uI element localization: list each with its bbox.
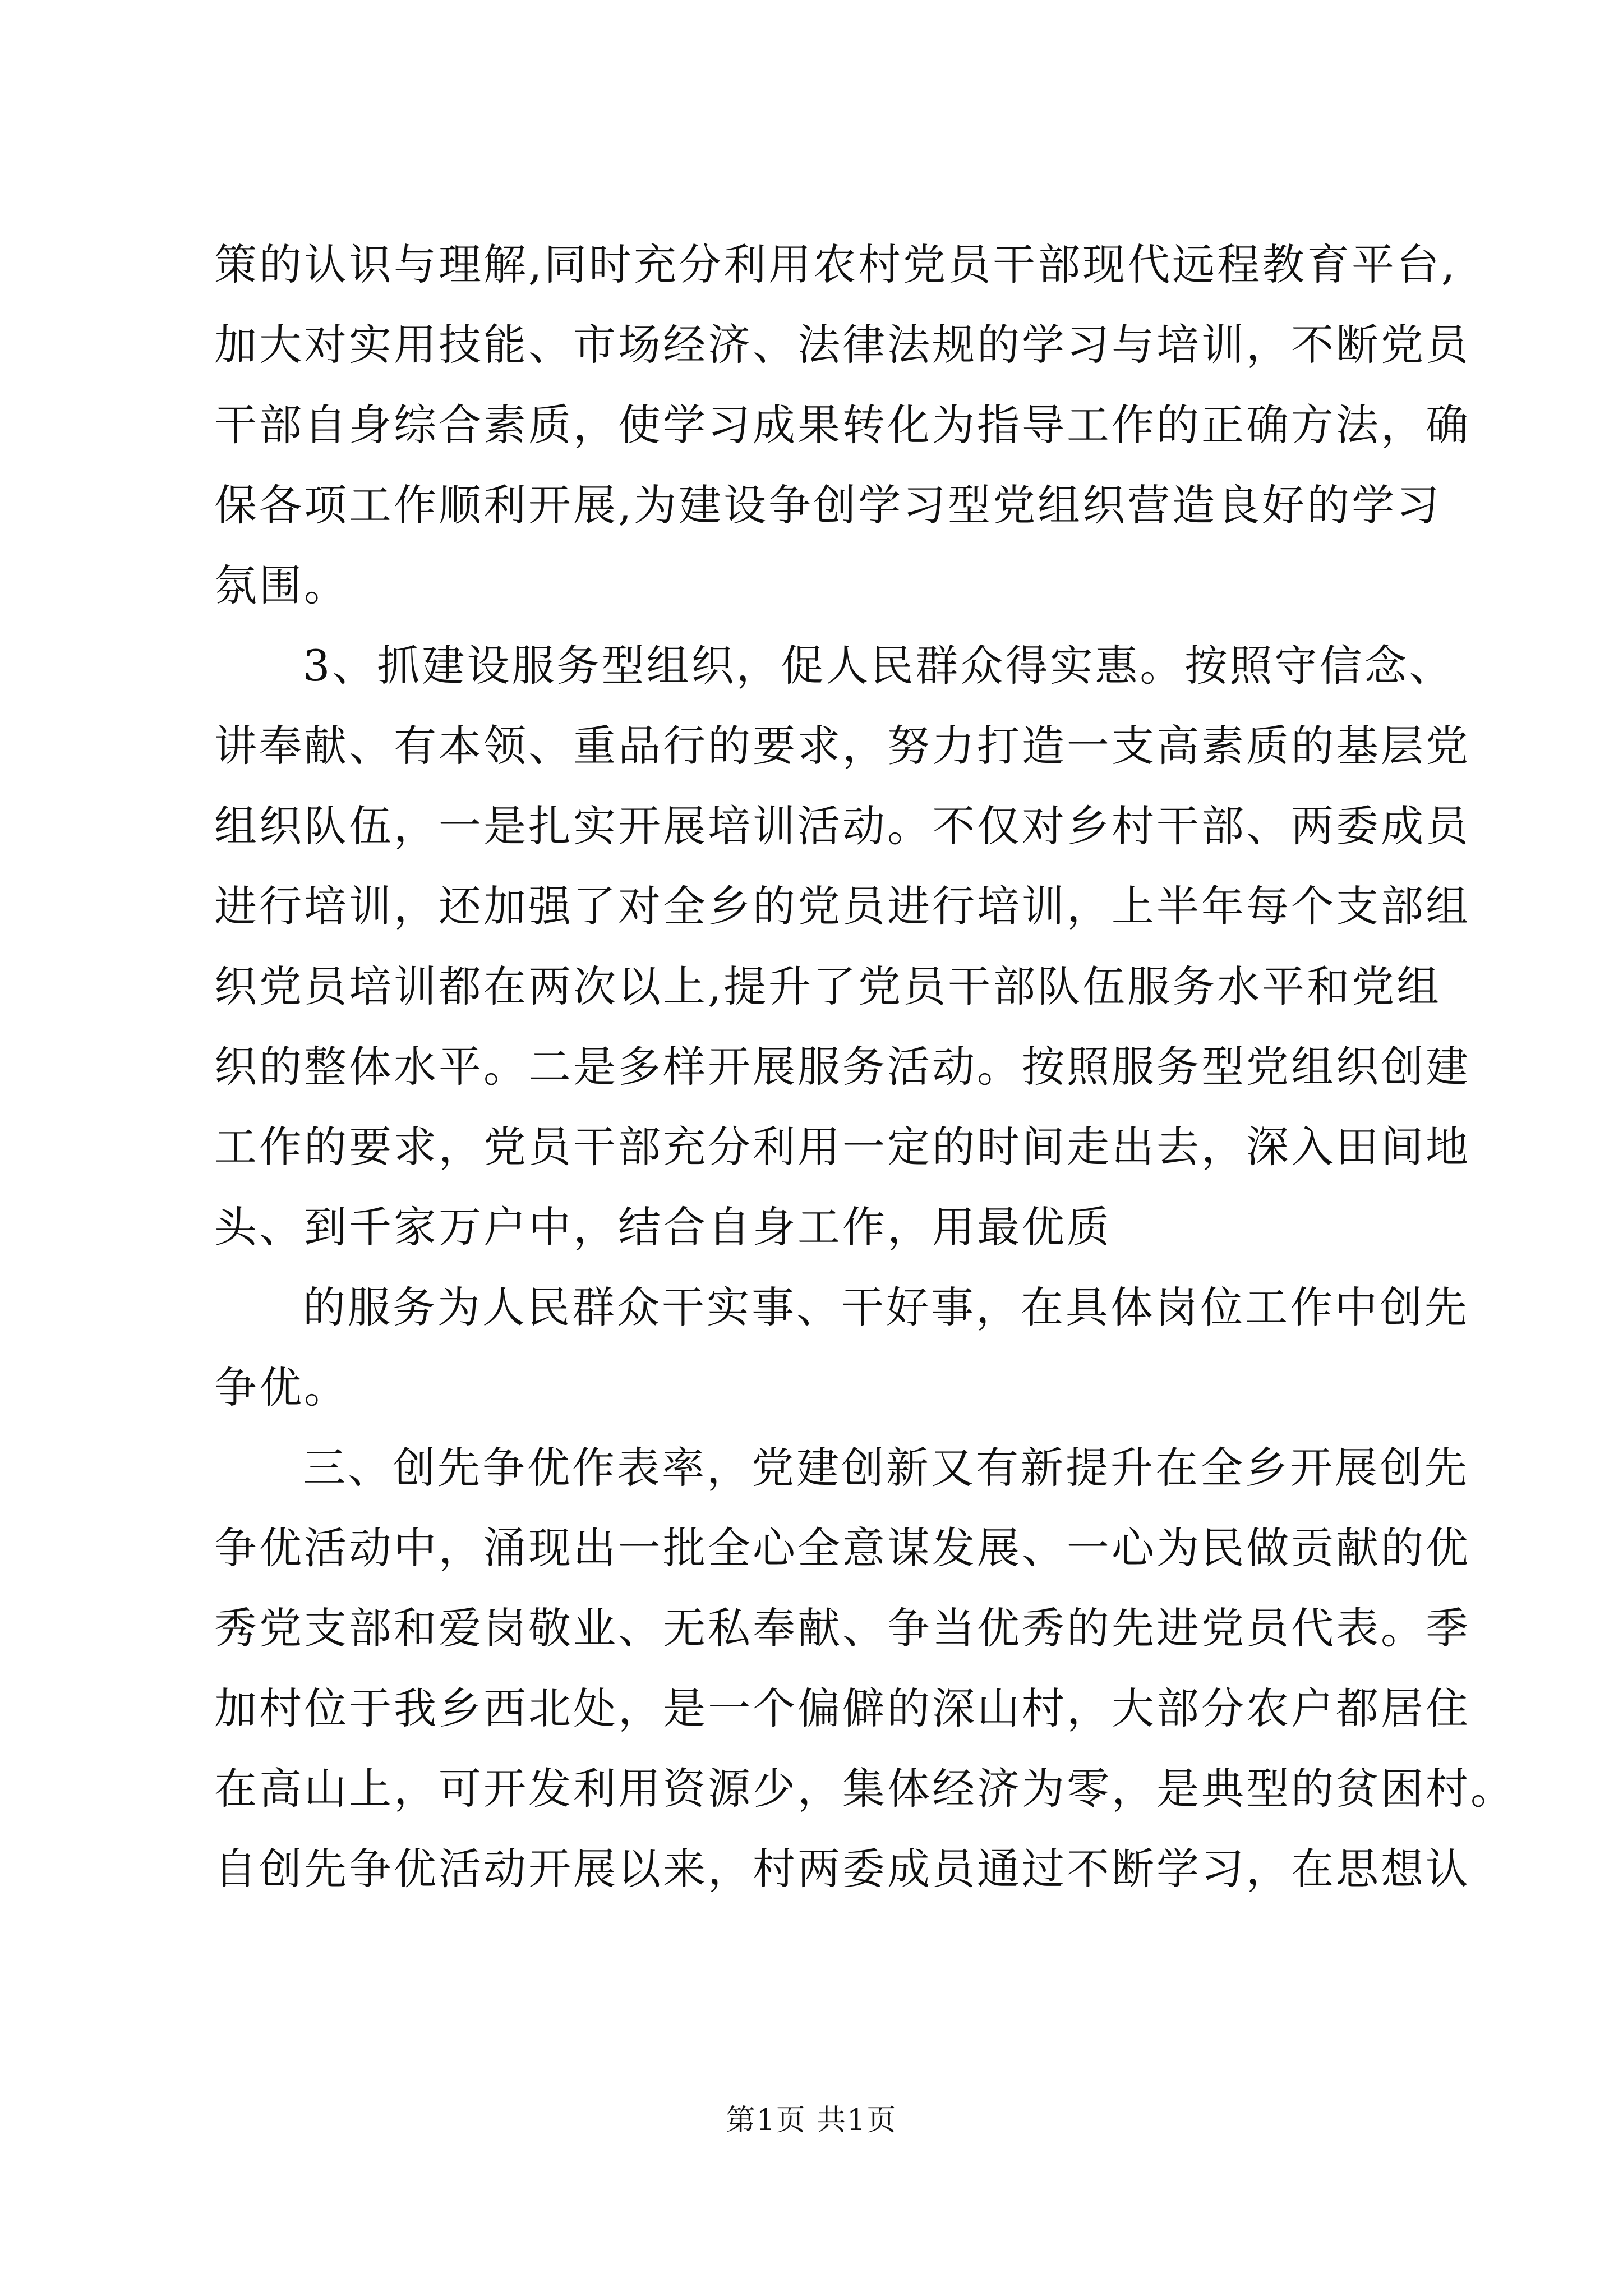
text-line: 加大对实用技能、市场经济、法律法规的学习与培训，不断党员 [214, 320, 1470, 370]
text-line: 织的整体水平。二是多样开展服务活动。按照服务型党组织创建 [214, 1042, 1470, 1092]
text-line: 争优活动中，涌现出一批全心全意谋发展、一心为民做贡献的优 [214, 1523, 1470, 1573]
text-line: 策的认识与理解,同时充分利用农村党员干部现代远程教育平台, [214, 240, 1458, 289]
text-line: 秀党支部和爱岗敬业、无私奉献、争当优秀的先进党员代表。季 [214, 1603, 1470, 1653]
text-line: 讲奉献、有本领、重品行的要求，努力打造一支高素质的基层党 [214, 721, 1470, 771]
page-number: 第1页 共1页 [726, 2104, 897, 2137]
text-line: 干部自身综合素质，使学习成果转化为指导工作的正确方法，确 [214, 400, 1470, 450]
paragraph-start-line: 的服务为人民群众干实事、干好事，在具体岗位工作中创先 [303, 1282, 1469, 1332]
text-line: 进行培训，还加强了对全乡的党员进行培训，上半年每个支部组 [214, 881, 1470, 931]
text-line: 在高山上，可开发利用资源少，集体经济为零，是典型的贫困村。 [214, 1764, 1515, 1814]
text-line: 组织队伍，一是扎实开展培训活动。不仅对乡村干部、两委成员 [214, 801, 1470, 851]
text-line: 织党员培训都在两次以上,提升了党员干部队伍服务水平和党组 [214, 961, 1442, 1011]
text-line: 头、到千家万户中，结合自身工作，用最优质 [214, 1202, 1112, 1252]
text-line: 争优。 [214, 1363, 349, 1412]
paragraph-start-line: 3、抓建设服务型组织，促人民群众得实惠。按照守信念、 [303, 641, 1454, 691]
text-line: 氛围。 [214, 560, 349, 610]
text-line: 工作的要求，党员干部充分利用一定的时间走出去，深入田间地 [214, 1122, 1470, 1172]
paragraph-start-line: 三、创先争优作表率，党建创新又有新提升在全乡开展创先 [303, 1443, 1469, 1493]
text-line: 保各项工作顺利开展,为建设争创学习型党组织营造良好的学习 [214, 480, 1442, 530]
text-line: 自创先争优活动开展以来，村两委成员通过不断学习，在思想认 [214, 1844, 1470, 1894]
text-line: 加村位于我乡西北处，是一个偏僻的深山村，大部分农户都居住 [214, 1683, 1470, 1733]
page-footer [0, 2101, 1623, 2140]
body-text [214, 224, 1515, 1909]
